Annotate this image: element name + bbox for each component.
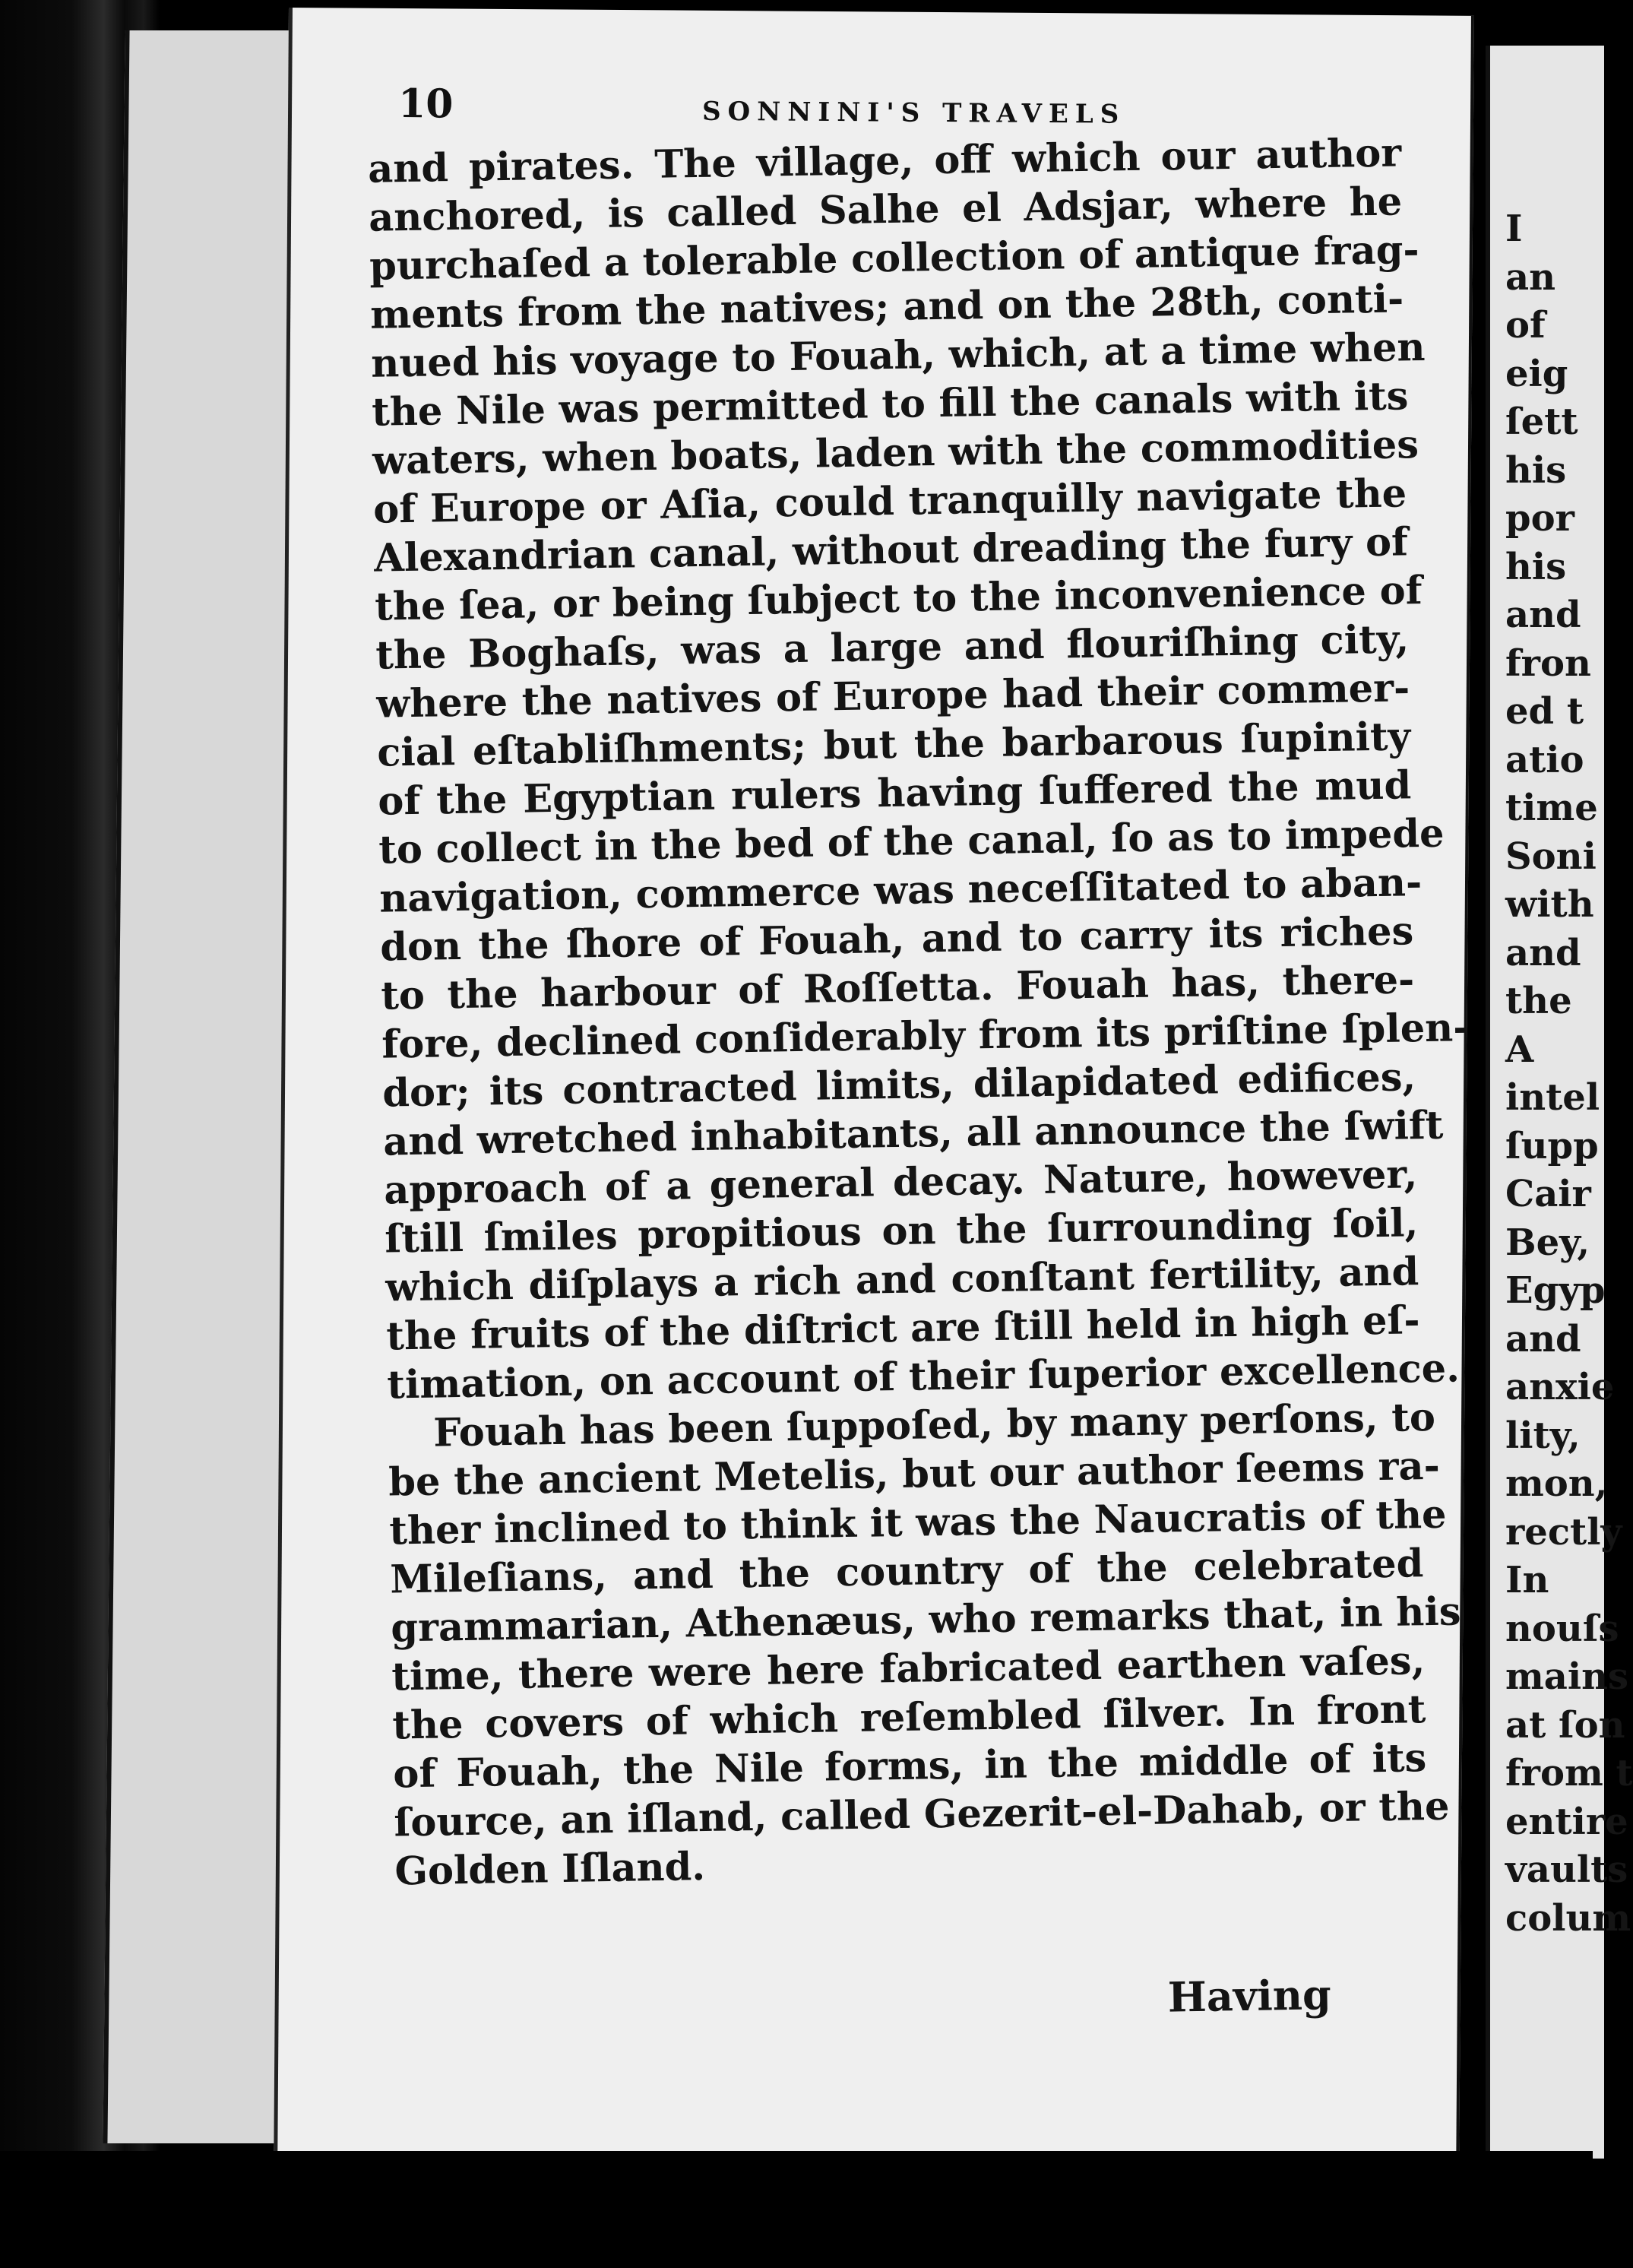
text-line: and wretched inhabitants, all announce the ſwift (382, 1102, 1444, 1165)
right-page-line: nouſs (1505, 1607, 1619, 1650)
right-page-line: and (1505, 931, 1581, 974)
text-line: the Boghaſs, was a large and flouriſhing city, (375, 616, 1410, 679)
right-page-line: vaults (1505, 1848, 1628, 1891)
right-page-line: ed t (1505, 690, 1584, 733)
previous-page-edge (103, 30, 304, 2143)
text-line: ſtill ſmiles propitious on the ſurrounding ſoil, (384, 1200, 1419, 1262)
text-line: ther inclined to think it was the Naucratis of the (388, 1491, 1447, 1554)
text-line: where the natives of Europe had their commer- (375, 665, 1410, 727)
right-page-line: at ſon (1505, 1703, 1625, 1747)
right-page-line: and (1505, 1317, 1581, 1360)
right-page-line: Cair (1505, 1173, 1591, 1215)
right-page-line: his (1505, 545, 1567, 588)
right-page-line: Soni (1505, 835, 1597, 878)
text-line: to collect in the bed of the canal, ſo as to impede (378, 810, 1445, 873)
scan-bottom-margin (0, 2151, 1593, 2268)
text-line: navigation, commerce was neceſſitated to aban- (378, 860, 1423, 922)
right-page-line: I (1505, 207, 1523, 250)
text-line: of Fouah, the Nile forms, in the middle of its (392, 1735, 1427, 1798)
text-line: the Nile was permitted to fill the canals with its (371, 373, 1409, 436)
right-page-line: time (1505, 787, 1598, 829)
right-page-line: lity, (1505, 1414, 1581, 1457)
right-page-line: his (1505, 448, 1567, 492)
text-line: Mileſians, and the country of the celebrated (389, 1541, 1424, 1603)
text-line: Golden Iſland. (394, 1844, 706, 1895)
text-line: of the Egyptian rulers having ſuffered the mud (377, 762, 1412, 825)
right-page-line: In (1505, 1559, 1549, 1601)
catchword: Having (1167, 1970, 1332, 2022)
right-page-line: intel (1505, 1076, 1600, 1119)
right-page-line: fron (1505, 641, 1591, 685)
text-line: ments from the natives; and on the 28th, conti- (369, 276, 1404, 338)
text-line: Fouah has been ſuppoſed, by many perſons, to (432, 1394, 1436, 1456)
running-head: SONNINI'S TRAVELS (701, 96, 1126, 130)
right-page-line: A (1505, 1028, 1534, 1071)
text-line: don the ſhore of Fouah, and to carry its riches (379, 908, 1414, 971)
right-page-line: entire (1505, 1800, 1628, 1843)
text-line: the fruits of the diſtrict are ſtill held in high eſ- (385, 1297, 1421, 1360)
right-page-line: rectly (1505, 1510, 1622, 1554)
text-line: approach of a general decay. Nature, however, (383, 1151, 1418, 1214)
text-line: of Europe or Aſia, could tranquilly navigate the (372, 470, 1407, 533)
right-page-line: an (1505, 255, 1555, 299)
right-page-line: mon, (1505, 1462, 1608, 1505)
text-line: time, there were here fabricated earthen vaſes, (391, 1638, 1426, 1700)
text-line: grammarian, Athenæus, who remarks that, in his (390, 1589, 1461, 1652)
text-line: purchaſed a tolerable collection of antique frag- (369, 227, 1419, 290)
right-page-line: mains (1505, 1655, 1629, 1698)
right-page-line: with (1505, 883, 1594, 926)
text-line: which diſplays a rich and conſtant fertility, and (385, 1249, 1419, 1311)
right-page-line: ſett (1505, 401, 1578, 443)
text-line: dor; its contracted limits, dilapidated edifices, (381, 1054, 1416, 1117)
text-line: cial eſtabliſhments; but the barbarous ſupinity (376, 714, 1411, 776)
right-page-line: ſupp (1505, 1124, 1599, 1167)
page-number: 10 (397, 81, 454, 128)
right-page-line: colum (1505, 1896, 1631, 1940)
text-line: and pirates. The village, off which our author (367, 130, 1402, 192)
text-line: ſource, an iſland, called Gezerit-el-Dahab, or the (393, 1783, 1450, 1846)
right-page-line: por (1505, 497, 1574, 540)
text-line: the covers of which reſembled ſilver. In front (391, 1687, 1426, 1749)
text-line: Alexandrian canal, without dreading the fury of (373, 519, 1409, 581)
text-line: anchored, is called Salhe el Adsjar, where he (368, 179, 1403, 241)
right-page-line: from t (1505, 1752, 1633, 1794)
body-text (367, 128, 1470, 1896)
text-line: nued his voyage to Fouah, which, at a time when (370, 324, 1426, 387)
text-line: the ſea, or being ſubject to the inconvenience of (374, 568, 1423, 630)
left-page (274, 8, 1474, 2167)
right-page-text (1505, 205, 1633, 1943)
right-page-line: Egyp (1505, 1269, 1606, 1312)
right-page-line: and (1505, 594, 1581, 636)
right-page-line: anxie (1505, 1366, 1615, 1408)
right-page-line: eig (1505, 352, 1568, 395)
right-page-line: Bey, (1505, 1221, 1590, 1264)
right-page-line: the (1505, 980, 1572, 1022)
text-line: waters, when boats, laden with the commodities (372, 422, 1419, 484)
text-line: be the ancient Metelis, but our author ſeems ra- (388, 1443, 1441, 1506)
right-page (1486, 46, 1633, 2159)
text-line: fore, declined conſiderably from its priſtine ſplen- (381, 1005, 1470, 1068)
right-page-line: of (1505, 304, 1546, 347)
right-page-line: atio (1505, 738, 1584, 781)
text-line: to the harbour of Roſſetta. Fouah has, there- (380, 957, 1415, 1019)
text-line: timation, on account of their ſuperior excellence. (386, 1345, 1461, 1408)
